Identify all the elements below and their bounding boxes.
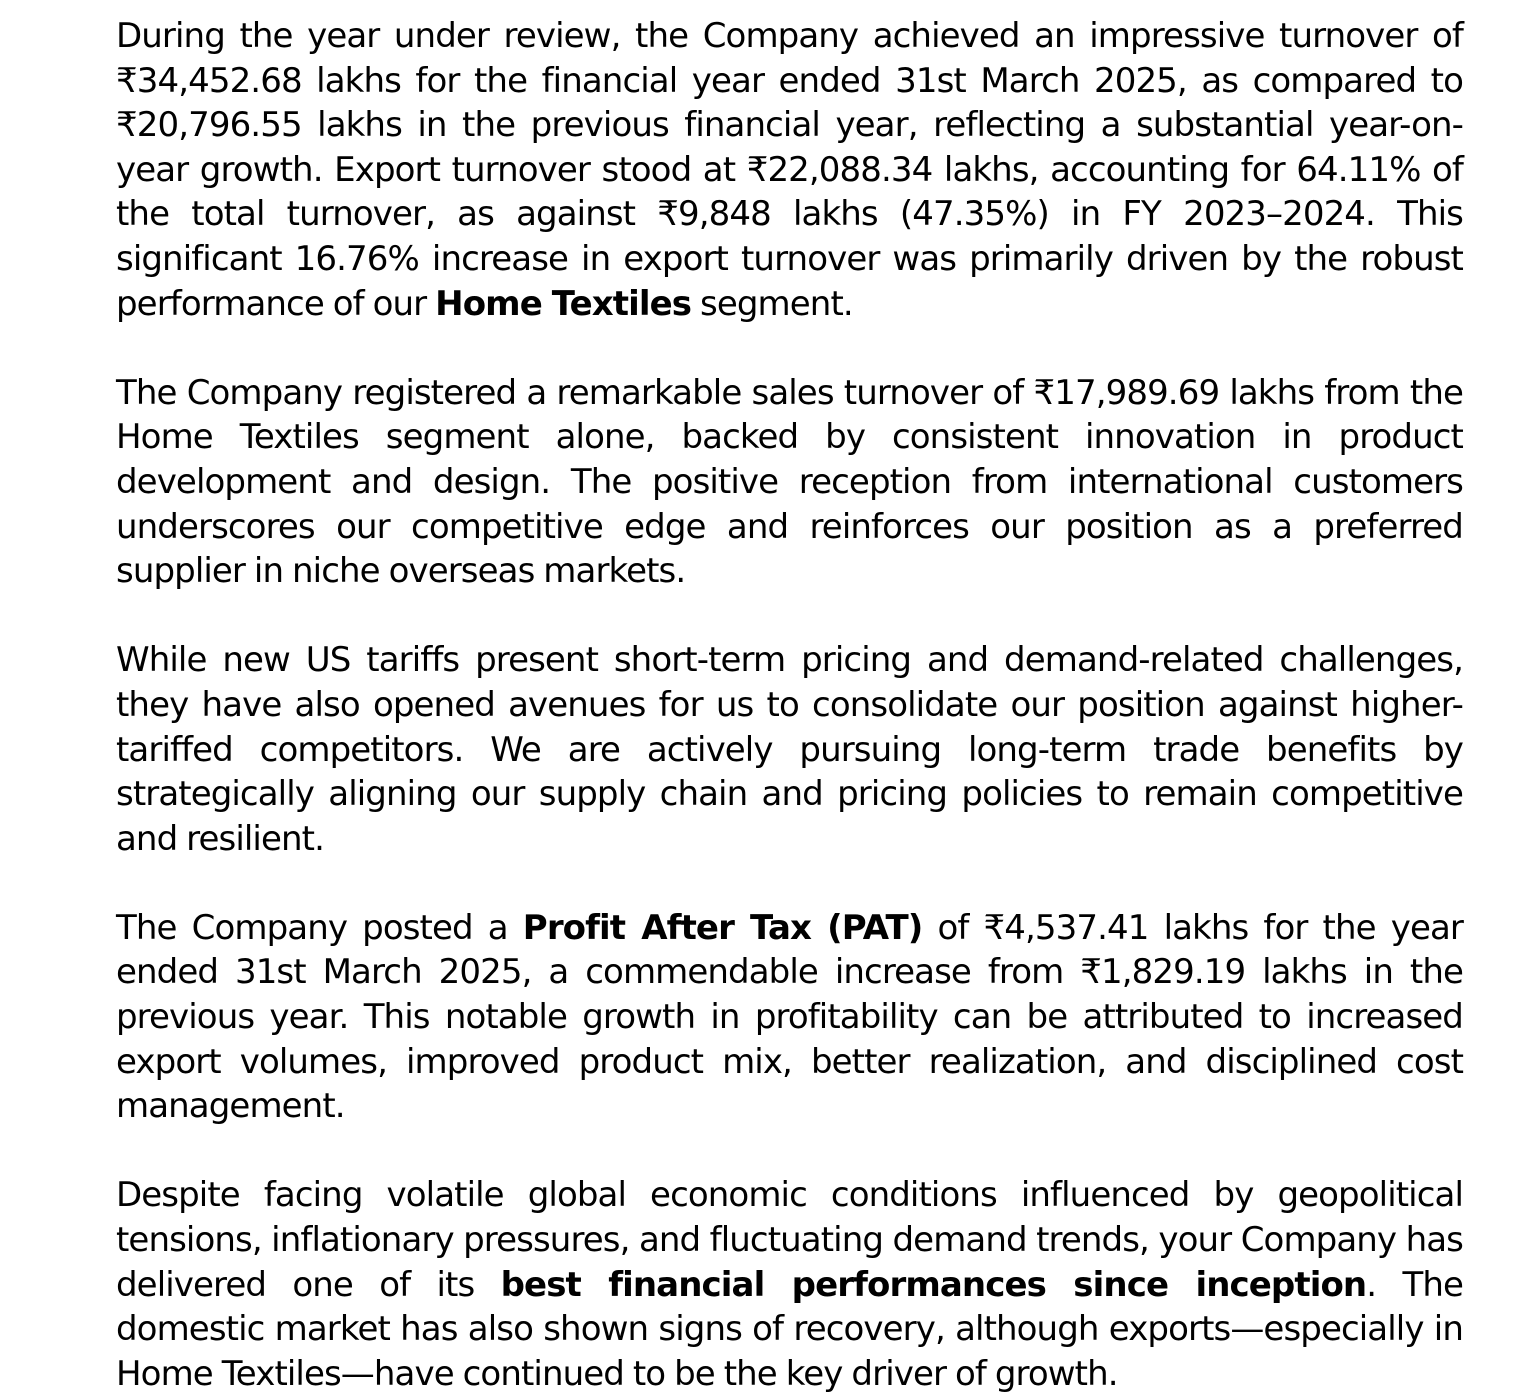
paragraph-text: During the year under review, the Company achieved an impressive turnover of ₹34,452.68 lakhs for the financial year ended 31st March 2025, as compared to ₹20,796.55 lakhs in the previous financial year, reflecting a substantial year-on-year growth. Export turnover stood at ₹22,088.34 lakhs, accounting for 64.11% of the total turnover, as against ₹9,848 lakhs (47.35%) in FY 2023–2024. This significant 16.76% increase in export turnover was primarily driven by the robust performance of our	[116, 16, 1463, 324]
paragraph-text: The Company posted a	[116, 907, 523, 948]
paragraph-financial-performance	[116, 1173, 1463, 1396]
bold-phrase: Home Textiles	[435, 283, 692, 324]
paragraph-turnover	[116, 14, 1463, 326]
paragraph-text: segment.	[691, 283, 853, 324]
paragraph-text: The Company registered a remarkable sales turnover of ₹17,989.69 lakhs from the Home Textiles segment alone, backed by consistent innovation in product development and design. The positive reception from international customers underscores our competitive edge and reinforces our position as a preferred supplier in niche overseas markets.	[116, 372, 1463, 592]
bold-phrase: Profit After Tax (PAT)	[522, 907, 923, 948]
paragraph-text: . The domestic market has also shown signs of recovery, although exports—especially in Home Textiles—have continued to be the key driver of growth.	[116, 1264, 1463, 1394]
paragraph-text: Despite facing volatile global economic conditions influenced by geopolitical tensions, inflationary pressures, and fluctuating demand trends, your Company has delivered one of its	[116, 1175, 1463, 1305]
bold-phrase: best financial performances since inception	[500, 1264, 1367, 1305]
paragraph-home-textiles	[116, 371, 1463, 594]
paragraph-us-tariffs	[116, 638, 1463, 861]
paragraph-profit-after-tax	[116, 906, 1463, 1129]
document-page	[116, 14, 1463, 1396]
paragraph-text: of ₹4,537.41 lakhs for the year ended 31st March 2025, a commendable increase from ₹1,829.19 lakhs in the previous year. This notable growth in profitability can be attributed to increased export volumes, improved product mix, better realization, and disciplined cost management.	[116, 907, 1463, 1127]
paragraph-text: While new US tariffs present short-term pricing and demand-related challenges, they have also opened avenues for us to consolidate our position against higher-tariffed competitors. We are actively pursuing long-term trade benefits by strategically aligning our supply chain and pricing policies to remain competitive and resilient.	[116, 640, 1463, 859]
